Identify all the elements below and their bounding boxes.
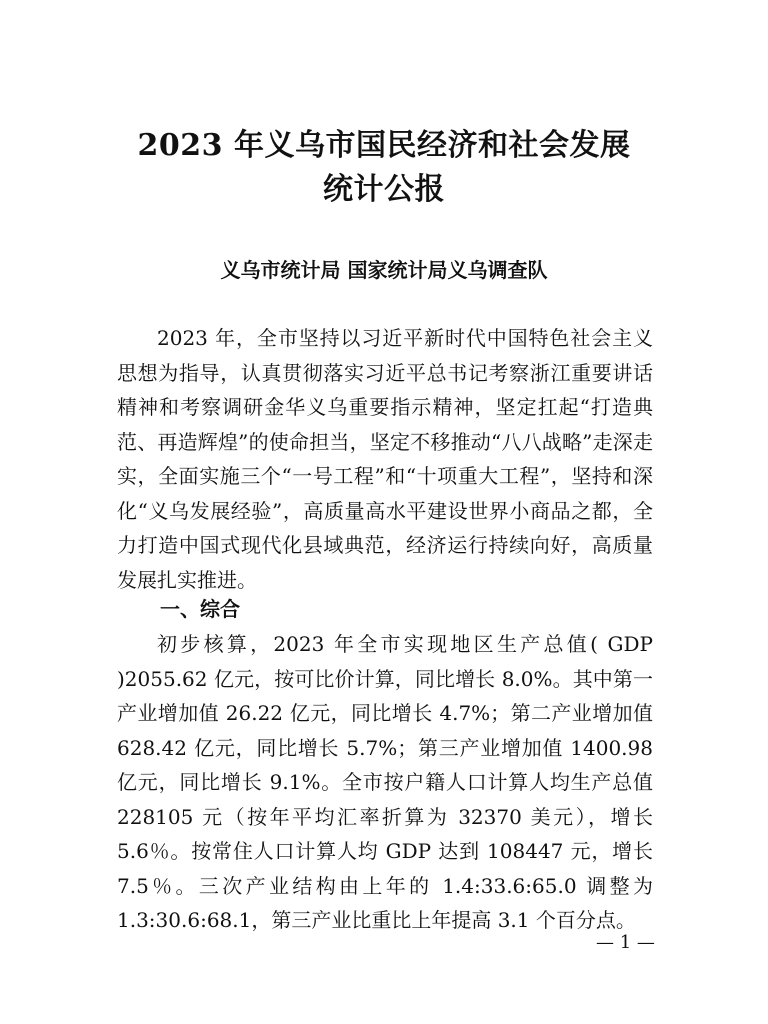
intro-paragraph: 2023 年，全市坚持以习近平新时代中国特色社会主义思想为指导，认真贯彻落实习近平总书记考察浙江重要讲话精神和考察调研金华义乌重要指示精神，坚定扛起“打造典范、再造辉煌”的使命担当，坚定不移推动“八八战略”走深走实，全面实施三个“一号工程”和“十项重大工程”，坚持和深化“义乌发展经验”，高质量高水平建设世界小商品之都，全力打造中国式现代化县域典范，经济运行持续向好，高质量发展扎实推进。 — [117, 326, 653, 592]
document-title-line-1: 2023 年义乌市国民经济和社会发展 — [137, 128, 631, 163]
section-heading-general: 一、综合 — [160, 597, 240, 621]
page-number: — 1 — — [596, 932, 655, 953]
document-authors: 义乌市统计局 国家统计局义乌调查队 — [220, 258, 548, 282]
document-title-line-2: 统计公报 — [323, 172, 445, 207]
section-general-paragraph: 初步核算，2023 年全市实现地区生产总值( GDP )2055.62 亿元，按可比价计算，同比增长 8.0%。其中第一产业增加值 26.22 亿元，同比增长 4.7%；第二产业增加值 628.42 亿元，同比增长 5.7%；第三产业增加值 1400.98 亿元，同比增长 9.1%。全市按户籍人口计算人均生产总值 228105 元（按年平均汇率折算为 32370 美元），增长 5.6％。按常住人口计算人均 GDP 达到 108447 元，增长 7.5％。三次产业结构由上年的 1.4:33.6:65.0 调整为 1.3:30.6:68.1，第三产业比重比上年提高 3.1 个百分点。 — [117, 632, 653, 932]
